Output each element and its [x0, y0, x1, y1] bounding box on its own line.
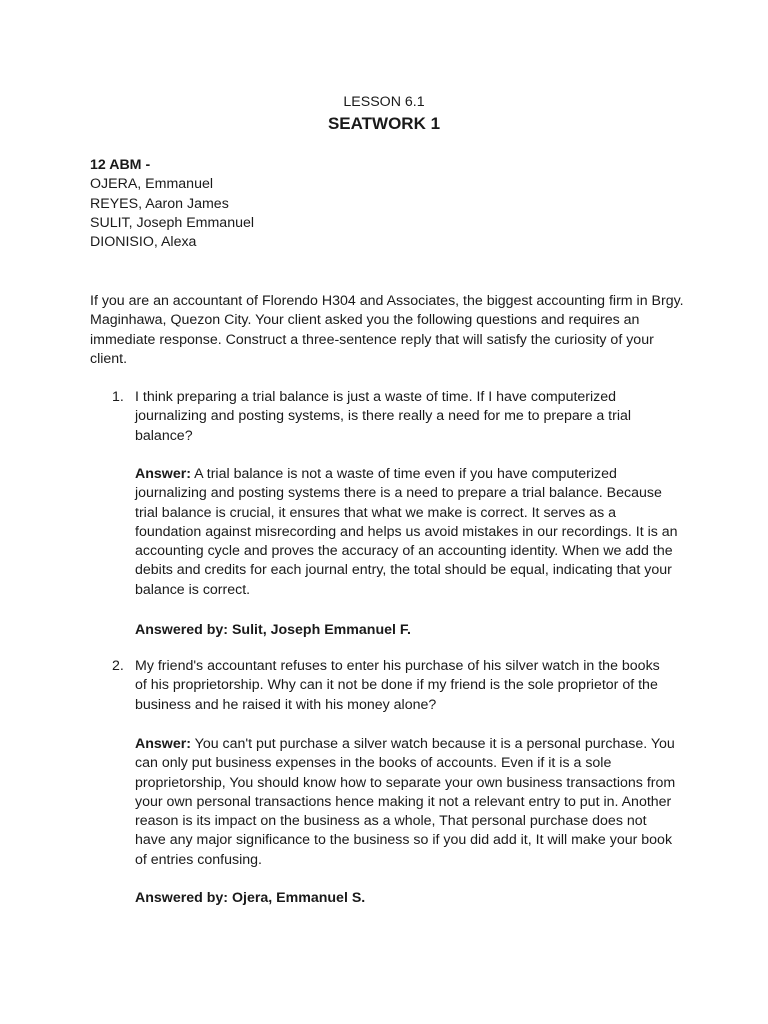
- lesson-label: LESSON 6.1: [343, 94, 425, 110]
- answer-text: A trial balance is not a waste of time even if you have computerized journalizing and posting systems there is a need to prepare a trial balance. Because trial balance is crucial, it ensures that what we make is correct. It serves as a foundation against misrecording and helps us avoid mistakes in our recordings. It is an accounting cycle and proves the accuracy of an accounting identity. When we add the debits and credits for each journal entry, the total should be equal, indicating that your balance is correct.: [135, 466, 678, 598]
- member-name: OJERA, Emmanuel: [90, 176, 213, 193]
- answer-label: Answer:: [135, 736, 191, 752]
- answer-2: [135, 735, 680, 870]
- page-title: SEATWORK 1: [327, 114, 441, 133]
- question-number: 2.: [112, 658, 124, 674]
- question-2: [90, 657, 690, 715]
- member-name: DIONISIO, Alexa: [90, 234, 197, 251]
- group-members: [90, 156, 690, 252]
- answer-text: You can't put purchase a silver watch because it is a personal purchase. You can only put business expenses in the books of accounts. Even if it is a sole proprietorship, You should know how to separate your own business transactions from your own personal transactions hence making it not a relevant entry to put in. Another reason is its impact on the business as a whole, That personal purchase does not have any major significance to the business so if you did add it, It will make your book of entries confusing.: [135, 736, 676, 868]
- answered-by-2: Answered by: Ojera, Emmanuel S.: [135, 890, 366, 906]
- question-number: 1.: [112, 389, 124, 405]
- question-text: I think preparing a trial balance is just a waste of time. If I have computerized journalizing and posting systems, is there really a need for me to prepare a trial balance?: [135, 389, 632, 444]
- question-text: My friend's accountant refuses to enter his purchase of his silver watch in the books of his proprietorship. Why can it not be done if my friend is the sole proprietor of the business and he raised it with his money alone?: [135, 658, 660, 713]
- member-name: SULIT, Joseph Emmanuel: [90, 214, 255, 231]
- answered-by-1: Answered by: Sulit, Joseph Emmanuel F.: [135, 622, 411, 638]
- answer-label: Answer:: [135, 466, 191, 482]
- answer-1: [135, 465, 680, 600]
- question-1: [90, 388, 690, 446]
- section-label: 12 ABM -: [90, 157, 151, 173]
- member-name: REYES, Aaron James: [90, 195, 229, 212]
- intro-paragraph: If you are an accountant of Florendo H304 and Associates, the biggest accounting firm in Brgy. Maginhawa, Quezon City. Your client asked you the following questions and requires an immediate response. Construct a three-sentence reply that will satisfy the curiosity of your client.: [90, 293, 684, 367]
